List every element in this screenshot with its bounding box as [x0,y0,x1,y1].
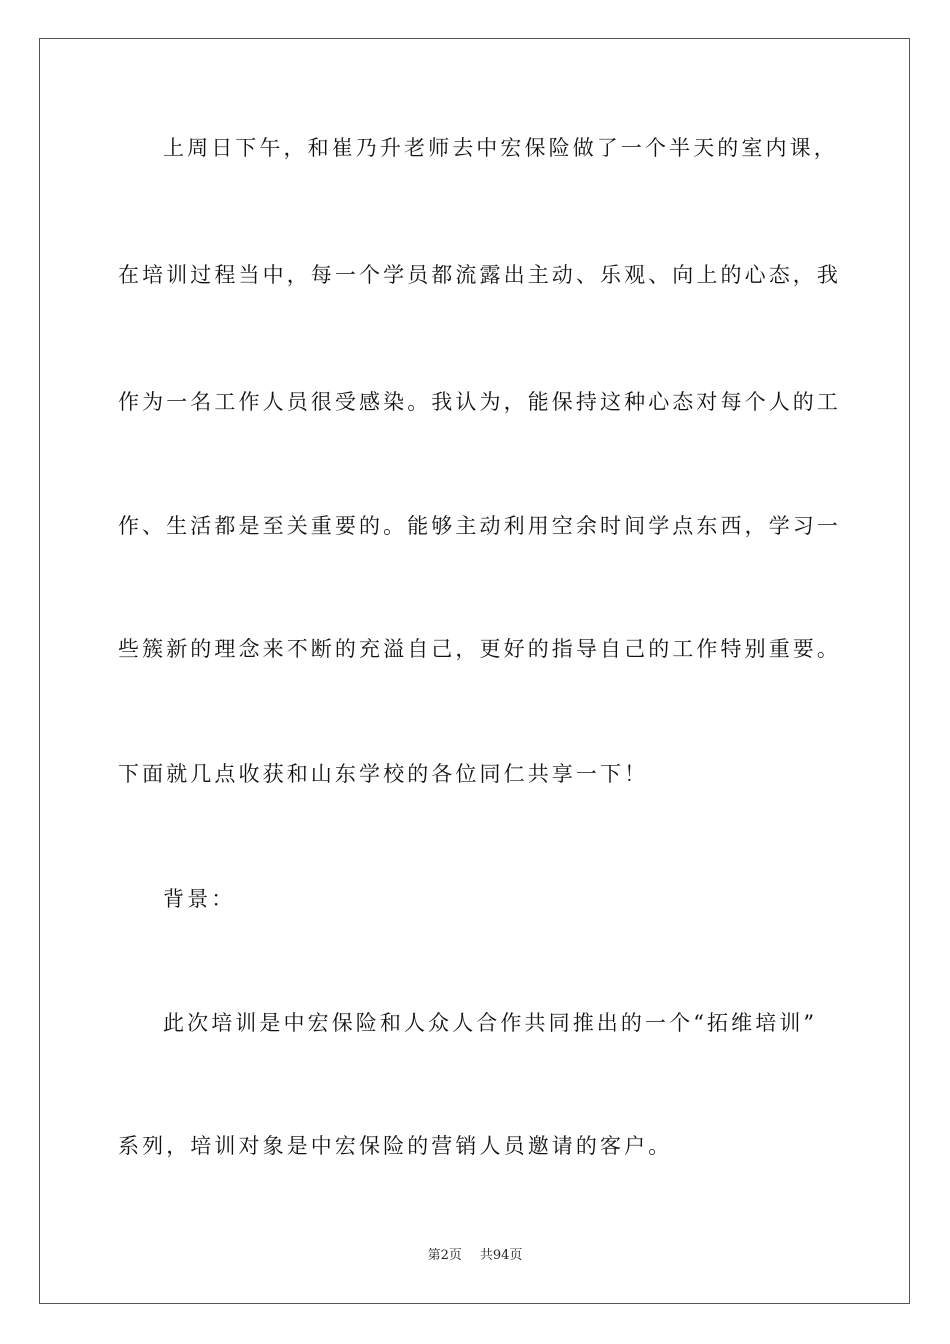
paragraph-line: 系列，培训对象是中宏保险的营销人员邀请的客户。 [118,1134,673,1158]
paragraph-line: 作为一名工作人员很受感染。我认为，能保持这种心态对每个人的工 [118,390,841,414]
paragraph-line: 下面就几点收获和山东学校的各位同仁共享一下！ [118,762,649,786]
page-number: 第2页 [427,1248,462,1263]
section-heading: 背景： [163,887,236,911]
total-pages: 共94页 [479,1248,523,1263]
paragraph-line: 作、生活都是至关重要的。能够主动利用空余时间学点东西，学习一 [118,514,841,538]
paragraph-line: 上周日下午，和崔乃升老师去中宏保险做了一个半天的室内课， [163,136,838,160]
paragraph-line: 此次培训是中宏保险和人众人合作共同推出的一个“拓维培训” [163,1011,818,1035]
page-footer [0,1247,950,1265]
paragraph-line: 些簇新的理念来不断的充溢自己，更好的指导自己的工作特别重要。 [118,637,841,661]
page-frame [39,38,910,1304]
paragraph-line: 在培训过程当中，每一个学员都流露出主动、乐观、向上的心态，我 [118,263,841,287]
